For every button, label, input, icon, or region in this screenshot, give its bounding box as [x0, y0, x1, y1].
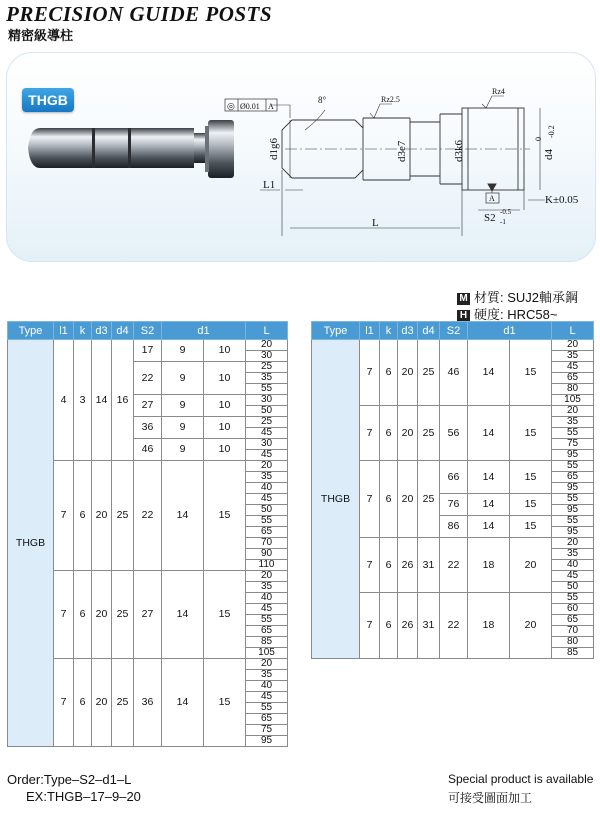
technical-drawing [0, 0, 600, 260]
d1-cell: 9 [162, 439, 204, 461]
material-label-icon: M [457, 293, 470, 305]
d1-cell: 9 [162, 362, 204, 395]
length-cell: 50 [246, 406, 288, 417]
length-cell: 105 [552, 395, 594, 406]
page-title: PRECISION GUIDE POSTS [6, 2, 273, 26]
header-d4: d4 [112, 322, 134, 340]
length-cell: 105 [246, 648, 288, 659]
outline-drawing [225, 96, 545, 236]
length-cell: 20 [246, 340, 288, 351]
length-cell: 55 [552, 516, 594, 527]
d4-cell: 31 [418, 538, 440, 593]
order-format: Order:Type–S2–d1–L [7, 772, 132, 787]
length-cell: 40 [246, 681, 288, 692]
length-cell: 55 [246, 615, 288, 626]
s2-cell: 22 [134, 461, 162, 571]
guide-post-image [28, 120, 234, 178]
length-cell: 55 [552, 461, 594, 472]
l1-cell: 7 [360, 461, 380, 538]
s2-cell: 36 [134, 417, 162, 439]
d1-cell: 9 [162, 417, 204, 439]
length-cell: 35 [552, 351, 594, 362]
d1-cell: 14 [468, 340, 510, 406]
length-cell: 55 [246, 516, 288, 527]
d4-cell: 25 [112, 659, 134, 747]
length-cell: 40 [246, 483, 288, 494]
header-l1: l1 [54, 322, 74, 340]
header-d1: d1 [162, 322, 246, 340]
header-l: L [246, 322, 288, 340]
length-cell: 70 [552, 626, 594, 637]
d4-label: d4 [543, 149, 555, 160]
d1-cell: 15 [204, 659, 246, 747]
header-type: Type [8, 322, 54, 340]
header-s2: S2 [134, 322, 162, 340]
length-cell: 40 [246, 593, 288, 604]
s2-cell: 36 [134, 659, 162, 747]
length-label: L [372, 217, 379, 229]
spec-table-left [7, 321, 288, 747]
header-d3: d3 [92, 322, 112, 340]
s2-cell: 22 [134, 362, 162, 395]
length-cell: 95 [552, 483, 594, 494]
l1-cell: 4 [54, 340, 74, 461]
d4-cell: 25 [112, 571, 134, 659]
type-cell: THGB [8, 340, 54, 747]
d3-cell: 20 [92, 571, 112, 659]
d1-cell: 15 [204, 571, 246, 659]
s2-label: S2 [484, 212, 496, 224]
tolerance-value: Ø0.01 [240, 102, 260, 111]
k-cell: 6 [380, 593, 398, 659]
length-cell: 55 [552, 494, 594, 505]
d1-cell: 15 [510, 461, 552, 494]
length-cell: 45 [246, 450, 288, 461]
header-type: Type [312, 322, 360, 340]
length-cell: 35 [246, 670, 288, 681]
k-cell: 6 [74, 659, 92, 747]
length-cell: 90 [246, 549, 288, 560]
angle-label: 8° [318, 95, 327, 105]
length-cell: 55 [246, 384, 288, 395]
l1-cell: 7 [360, 340, 380, 406]
length-cell: 20 [552, 340, 594, 351]
d1-cell: 15 [510, 516, 552, 538]
length-cell: 65 [246, 714, 288, 725]
d1-cell: 18 [468, 593, 510, 659]
d3-cell: 20 [398, 461, 418, 538]
d1-cell: 10 [204, 417, 246, 439]
d1-cell: 14 [162, 571, 204, 659]
k-cell: 6 [380, 461, 398, 538]
length-cell: 45 [552, 571, 594, 582]
length-cell: 25 [246, 417, 288, 428]
material-text: 材質: SUJ2軸承鋼 [474, 290, 579, 305]
l1-cell: 7 [360, 406, 380, 461]
d1-cell: 10 [204, 362, 246, 395]
d1-cell: 9 [162, 340, 204, 362]
table-row [312, 340, 594, 351]
length-cell: 25 [246, 362, 288, 373]
s2-cell: 27 [134, 395, 162, 417]
header-l: L [552, 322, 594, 340]
d4-cell: 25 [418, 340, 440, 406]
length-cell: 65 [552, 472, 594, 483]
s2-cell: 22 [440, 593, 468, 659]
k-cell: 6 [380, 340, 398, 406]
d3-cell: 20 [398, 406, 418, 461]
l1-cell: 7 [54, 659, 74, 747]
length-cell: 20 [246, 461, 288, 472]
length-cell: 60 [552, 604, 594, 615]
length-cell: 65 [552, 373, 594, 384]
special-product-en: Special product is available [448, 772, 594, 786]
tolerance-datum: A [268, 102, 274, 111]
length-cell: 50 [246, 505, 288, 516]
length-cell: 45 [246, 428, 288, 439]
length-cell: 80 [552, 637, 594, 648]
k-cell: 3 [74, 340, 92, 461]
d4-cell: 31 [418, 593, 440, 659]
length-cell: 65 [246, 527, 288, 538]
roughness-label-1: Rz2.5 [381, 95, 400, 104]
d1-cell: 20 [510, 593, 552, 659]
length-cell: 20 [552, 538, 594, 549]
d1-cell: 18 [468, 538, 510, 593]
type-badge: THGB [22, 88, 74, 112]
d1-cell: 14 [468, 494, 510, 516]
s2-cell: 56 [440, 406, 468, 461]
d1-cell: 14 [162, 659, 204, 747]
length-cell: 95 [552, 450, 594, 461]
l1-cell: 7 [54, 461, 74, 571]
length-cell: 20 [246, 571, 288, 582]
s2-cell: 86 [440, 516, 468, 538]
special-product-zh: 可接受圖面加工 [448, 791, 533, 805]
length-cell: 50 [552, 582, 594, 593]
k-cell: 6 [380, 538, 398, 593]
length-cell: 40 [552, 560, 594, 571]
d3-cell: 20 [398, 340, 418, 406]
d3-cell: 26 [398, 593, 418, 659]
length-cell: 80 [552, 384, 594, 395]
type-cell: THGB [312, 340, 360, 659]
table-row [8, 340, 288, 351]
d3-cell: 20 [92, 461, 112, 571]
l1-cell: 7 [54, 571, 74, 659]
d1-cell: 14 [468, 516, 510, 538]
length-cell: 75 [246, 725, 288, 736]
d1-cell: 15 [510, 340, 552, 406]
s2-cell: 76 [440, 494, 468, 516]
length-cell: 85 [246, 637, 288, 648]
d1-cell: 20 [510, 538, 552, 593]
hardness-text: 硬度: HRC58~ [474, 307, 558, 322]
d3-cell: 20 [92, 659, 112, 747]
length-cell: 45 [552, 362, 594, 373]
s2-cell: 46 [440, 340, 468, 406]
s2-cell: 22 [440, 538, 468, 593]
s2-cell: 46 [134, 439, 162, 461]
tolerance-symbol: ◎ [227, 101, 235, 111]
length-cell: 45 [246, 494, 288, 505]
length-cell: 30 [246, 395, 288, 406]
header-k: k [380, 322, 398, 340]
s2-tol-lower: -1 [500, 218, 506, 226]
d1-cell: 15 [510, 494, 552, 516]
d4-tol-upper: 0 [534, 137, 543, 141]
header-s2: S2 [440, 322, 468, 340]
s2-tol-upper: -0.5 [500, 208, 512, 216]
length-cell: 30 [246, 439, 288, 450]
d3-label: d3e7 [396, 140, 408, 162]
length-cell: 30 [246, 351, 288, 362]
d4-cell: 25 [418, 406, 440, 461]
length-cell: 35 [246, 582, 288, 593]
length-cell: 95 [552, 505, 594, 516]
header-d1: d1 [468, 322, 552, 340]
d4-cell: 25 [112, 461, 134, 571]
l1-cell: 7 [360, 593, 380, 659]
d1-cell: 15 [510, 406, 552, 461]
length-cell: 65 [246, 626, 288, 637]
header-k: k [74, 322, 92, 340]
d4-cell: 16 [112, 340, 134, 461]
header-d4: d4 [418, 322, 440, 340]
k-label: K±0.05 [545, 194, 579, 206]
k-cell: 6 [74, 571, 92, 659]
d1-cell: 15 [204, 461, 246, 571]
length-cell: 20 [552, 406, 594, 417]
d1-cell: 10 [204, 439, 246, 461]
length-cell: 65 [552, 615, 594, 626]
length-cell: 55 [246, 703, 288, 714]
spec-table-right [311, 321, 594, 659]
length-cell: 45 [246, 692, 288, 703]
length-cell: 70 [246, 538, 288, 549]
header-l1: l1 [360, 322, 380, 340]
s2-cell: 17 [134, 340, 162, 362]
length-cell: 55 [552, 593, 594, 604]
datum-box-label: A [489, 194, 495, 203]
length-cell: 35 [246, 373, 288, 384]
d1-cell: 9 [162, 395, 204, 417]
d3-cell: 26 [398, 538, 418, 593]
d1-cell: 10 [204, 340, 246, 362]
length-cell: 35 [246, 472, 288, 483]
d4-cell: 25 [418, 461, 440, 538]
length-cell: 35 [552, 549, 594, 560]
d1-cell: 14 [468, 406, 510, 461]
hardness-label-icon: H [457, 310, 470, 322]
d3-cell: 14 [92, 340, 112, 461]
l1-label: L1 [263, 179, 276, 191]
length-cell: 95 [246, 736, 288, 747]
d1-cell: 14 [468, 461, 510, 494]
header-d3: d3 [398, 322, 418, 340]
l1-cell: 7 [360, 538, 380, 593]
k-cell: 6 [380, 406, 398, 461]
d1-cell: 10 [204, 395, 246, 417]
length-cell: 55 [552, 428, 594, 439]
d4-tol-lower: -0.2 [547, 125, 556, 138]
k-cell: 6 [74, 461, 92, 571]
s2-cell: 27 [134, 571, 162, 659]
page-subtitle: 精密級導柱 [8, 28, 74, 43]
d1-cell: 14 [162, 461, 204, 571]
length-cell: 110 [246, 560, 288, 571]
roughness-label-2: Rz4 [492, 87, 505, 96]
length-cell: 45 [246, 604, 288, 615]
length-cell: 35 [552, 417, 594, 428]
length-cell: 95 [552, 527, 594, 538]
length-cell: 85 [552, 648, 594, 659]
s2-cell: 66 [440, 461, 468, 494]
d3k-label: d3k6 [453, 140, 465, 162]
length-cell: 75 [552, 439, 594, 450]
order-example: EX:THGB–17–9–20 [26, 789, 141, 804]
length-cell: 20 [246, 659, 288, 670]
d1-label: d1g6 [268, 138, 280, 160]
